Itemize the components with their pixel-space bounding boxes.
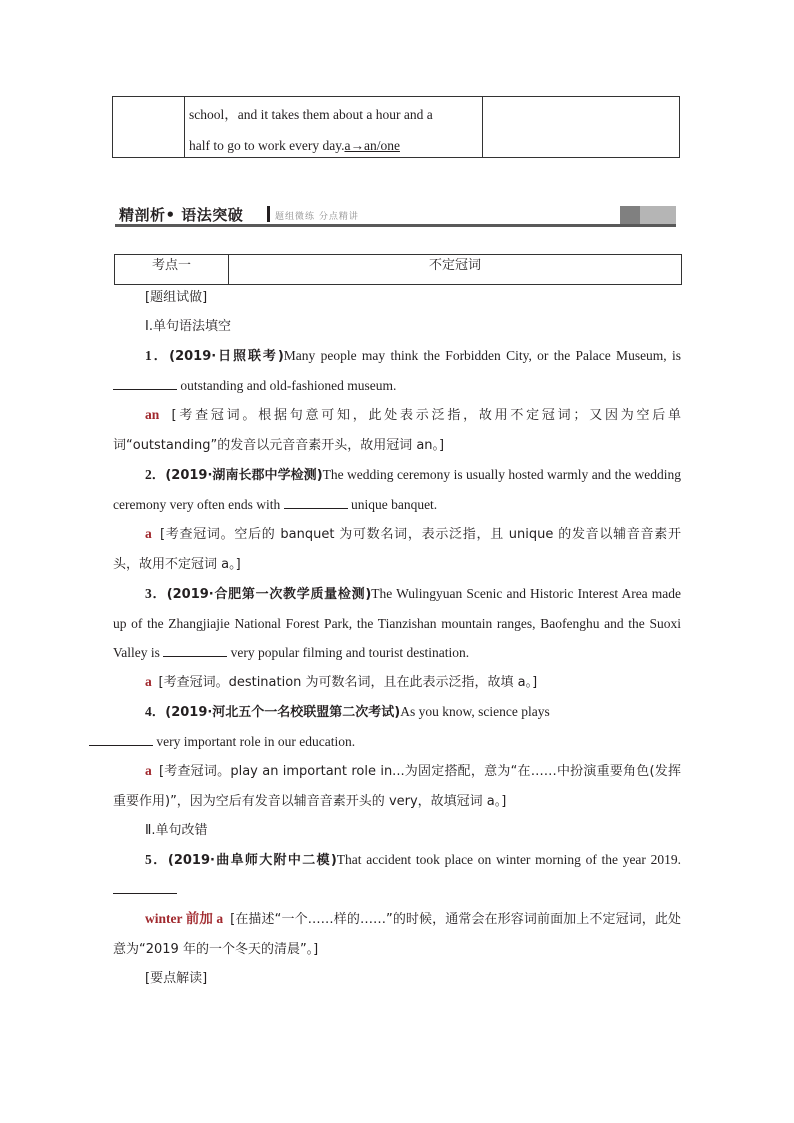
question-4 — [113, 697, 681, 756]
question-text: As you know, science plays — [400, 704, 550, 719]
kaodian-topic: 不定冠词 — [428, 258, 481, 273]
question-2 — [113, 460, 681, 519]
answer-blank — [89, 733, 153, 746]
question-number: 1． — [145, 348, 170, 363]
answer-explanation: [考查冠词。空后的 banquet 为可数名词，表示泛指，且 unique 的发音以辅音音素开头，故用不定冠词 a。] — [113, 527, 682, 572]
kaodian-table — [114, 254, 682, 285]
question-source: (2019·河北五个一名校联盟第二次考试) — [165, 705, 401, 720]
part2-heading: Ⅱ.单句改错 — [145, 823, 208, 838]
answer-blank — [113, 377, 177, 390]
question-number: 5． — [145, 852, 168, 867]
question-text: That accident took place on winter morning of the year 2019. — [336, 852, 681, 867]
answer-key: winter 前加 a — [145, 911, 224, 926]
answer-4 — [113, 756, 681, 816]
top-table-cell-empty-left — [113, 97, 185, 157]
kaodian-label: 考点一 — [115, 255, 229, 284]
section-title: 精剖析• 语法突破 — [119, 206, 244, 224]
answer-5 — [113, 904, 681, 964]
answer-explanation: [考查冠词。play an important role in...为固定搭配，意为“在……中扮演重要角色(发挥重要作用)”，因为空后有发音以辅音音素开头的 very，故填冠词 a。] — [113, 764, 682, 809]
question-text-after: outstanding and old-fashioned museum. — [180, 378, 397, 393]
question-text-after: unique banquet. — [350, 497, 438, 512]
question-source: (2019·日照联考) — [169, 349, 284, 364]
question-source: (2019·曲阜师大附中二模) — [167, 853, 337, 868]
top-table-cell-text — [185, 97, 483, 157]
question-text: The Wulingyuan Scenic and Historic Interest Area made up of the Zhangjiajie National Forest Park, the Tianzishan mountain ranges, Baofenghu and the Suoxi Valley is — [113, 586, 681, 660]
answer-blank — [284, 496, 348, 509]
answer-2 — [113, 519, 681, 579]
question-text-after: very important role in our education. — [156, 734, 356, 749]
answer-3 — [113, 667, 681, 697]
question-number: 3． — [145, 586, 167, 601]
answer-key: a — [145, 763, 152, 778]
top-table-line2 — [189, 130, 477, 161]
question-text-after: very popular filming and tourist destination. — [230, 645, 470, 660]
question-text: Many people may think the Forbidden City, or the Palace Museum, is — [283, 348, 681, 363]
section-divider-bar — [267, 206, 270, 222]
section-decor-light-block — [640, 206, 676, 225]
top-table-line2-text: half to go to work every day. — [189, 138, 345, 153]
question-number: 2． — [145, 467, 166, 482]
question-1 — [113, 341, 681, 400]
question-source: (2019·合肥第一次教学质量检测) — [166, 587, 372, 602]
answer-explanation: [考查冠词。根据句意可知，此处表示泛指，故用不定冠词；又因为空后单词“outstanding”的发音以元音音素开头，故用冠词 an。] — [113, 408, 682, 453]
question-3 — [113, 579, 681, 667]
top-table — [112, 96, 680, 158]
answer-1 — [113, 400, 681, 460]
part1-heading: Ⅰ.单句语法填空 — [145, 319, 231, 334]
answer-explanation: [考查冠词。destination 为可数名词，且在此表示泛指，故填 a。] — [158, 675, 538, 690]
main-content — [113, 283, 681, 993]
answer-key: an — [145, 407, 160, 422]
top-table-line1: school，and it takes them about a hour and a — [189, 107, 433, 122]
top-table-correction: a→an/one — [344, 138, 400, 153]
section-subtitle: 题组微练 分点精讲 — [275, 212, 359, 222]
answer-key: a — [145, 526, 152, 541]
group-practice-label: [题组试做] — [145, 290, 208, 305]
section-header — [115, 204, 676, 228]
question-number: 4． — [145, 704, 166, 719]
question-text: The wedding ceremony is usually hosted warmly and the wedding ceremony very often ends with — [113, 467, 681, 512]
question-5 — [113, 845, 681, 904]
section-decor-dark-block — [620, 206, 640, 225]
section-underline — [115, 224, 676, 227]
answer-key: a — [145, 674, 152, 689]
top-table-cell-empty-right — [483, 97, 679, 157]
answer-blank — [113, 881, 177, 894]
key-points-label: [要点解读] — [145, 971, 208, 986]
question-source: (2019·湖南长郡中学检测) — [165, 468, 323, 483]
answer-explanation: [在描述“一个……样的……”的时候，通常会在形容词前面加上不定冠词，此处意为“2019 年的一个冬天的清晨”。] — [113, 912, 682, 957]
answer-blank — [163, 644, 227, 657]
